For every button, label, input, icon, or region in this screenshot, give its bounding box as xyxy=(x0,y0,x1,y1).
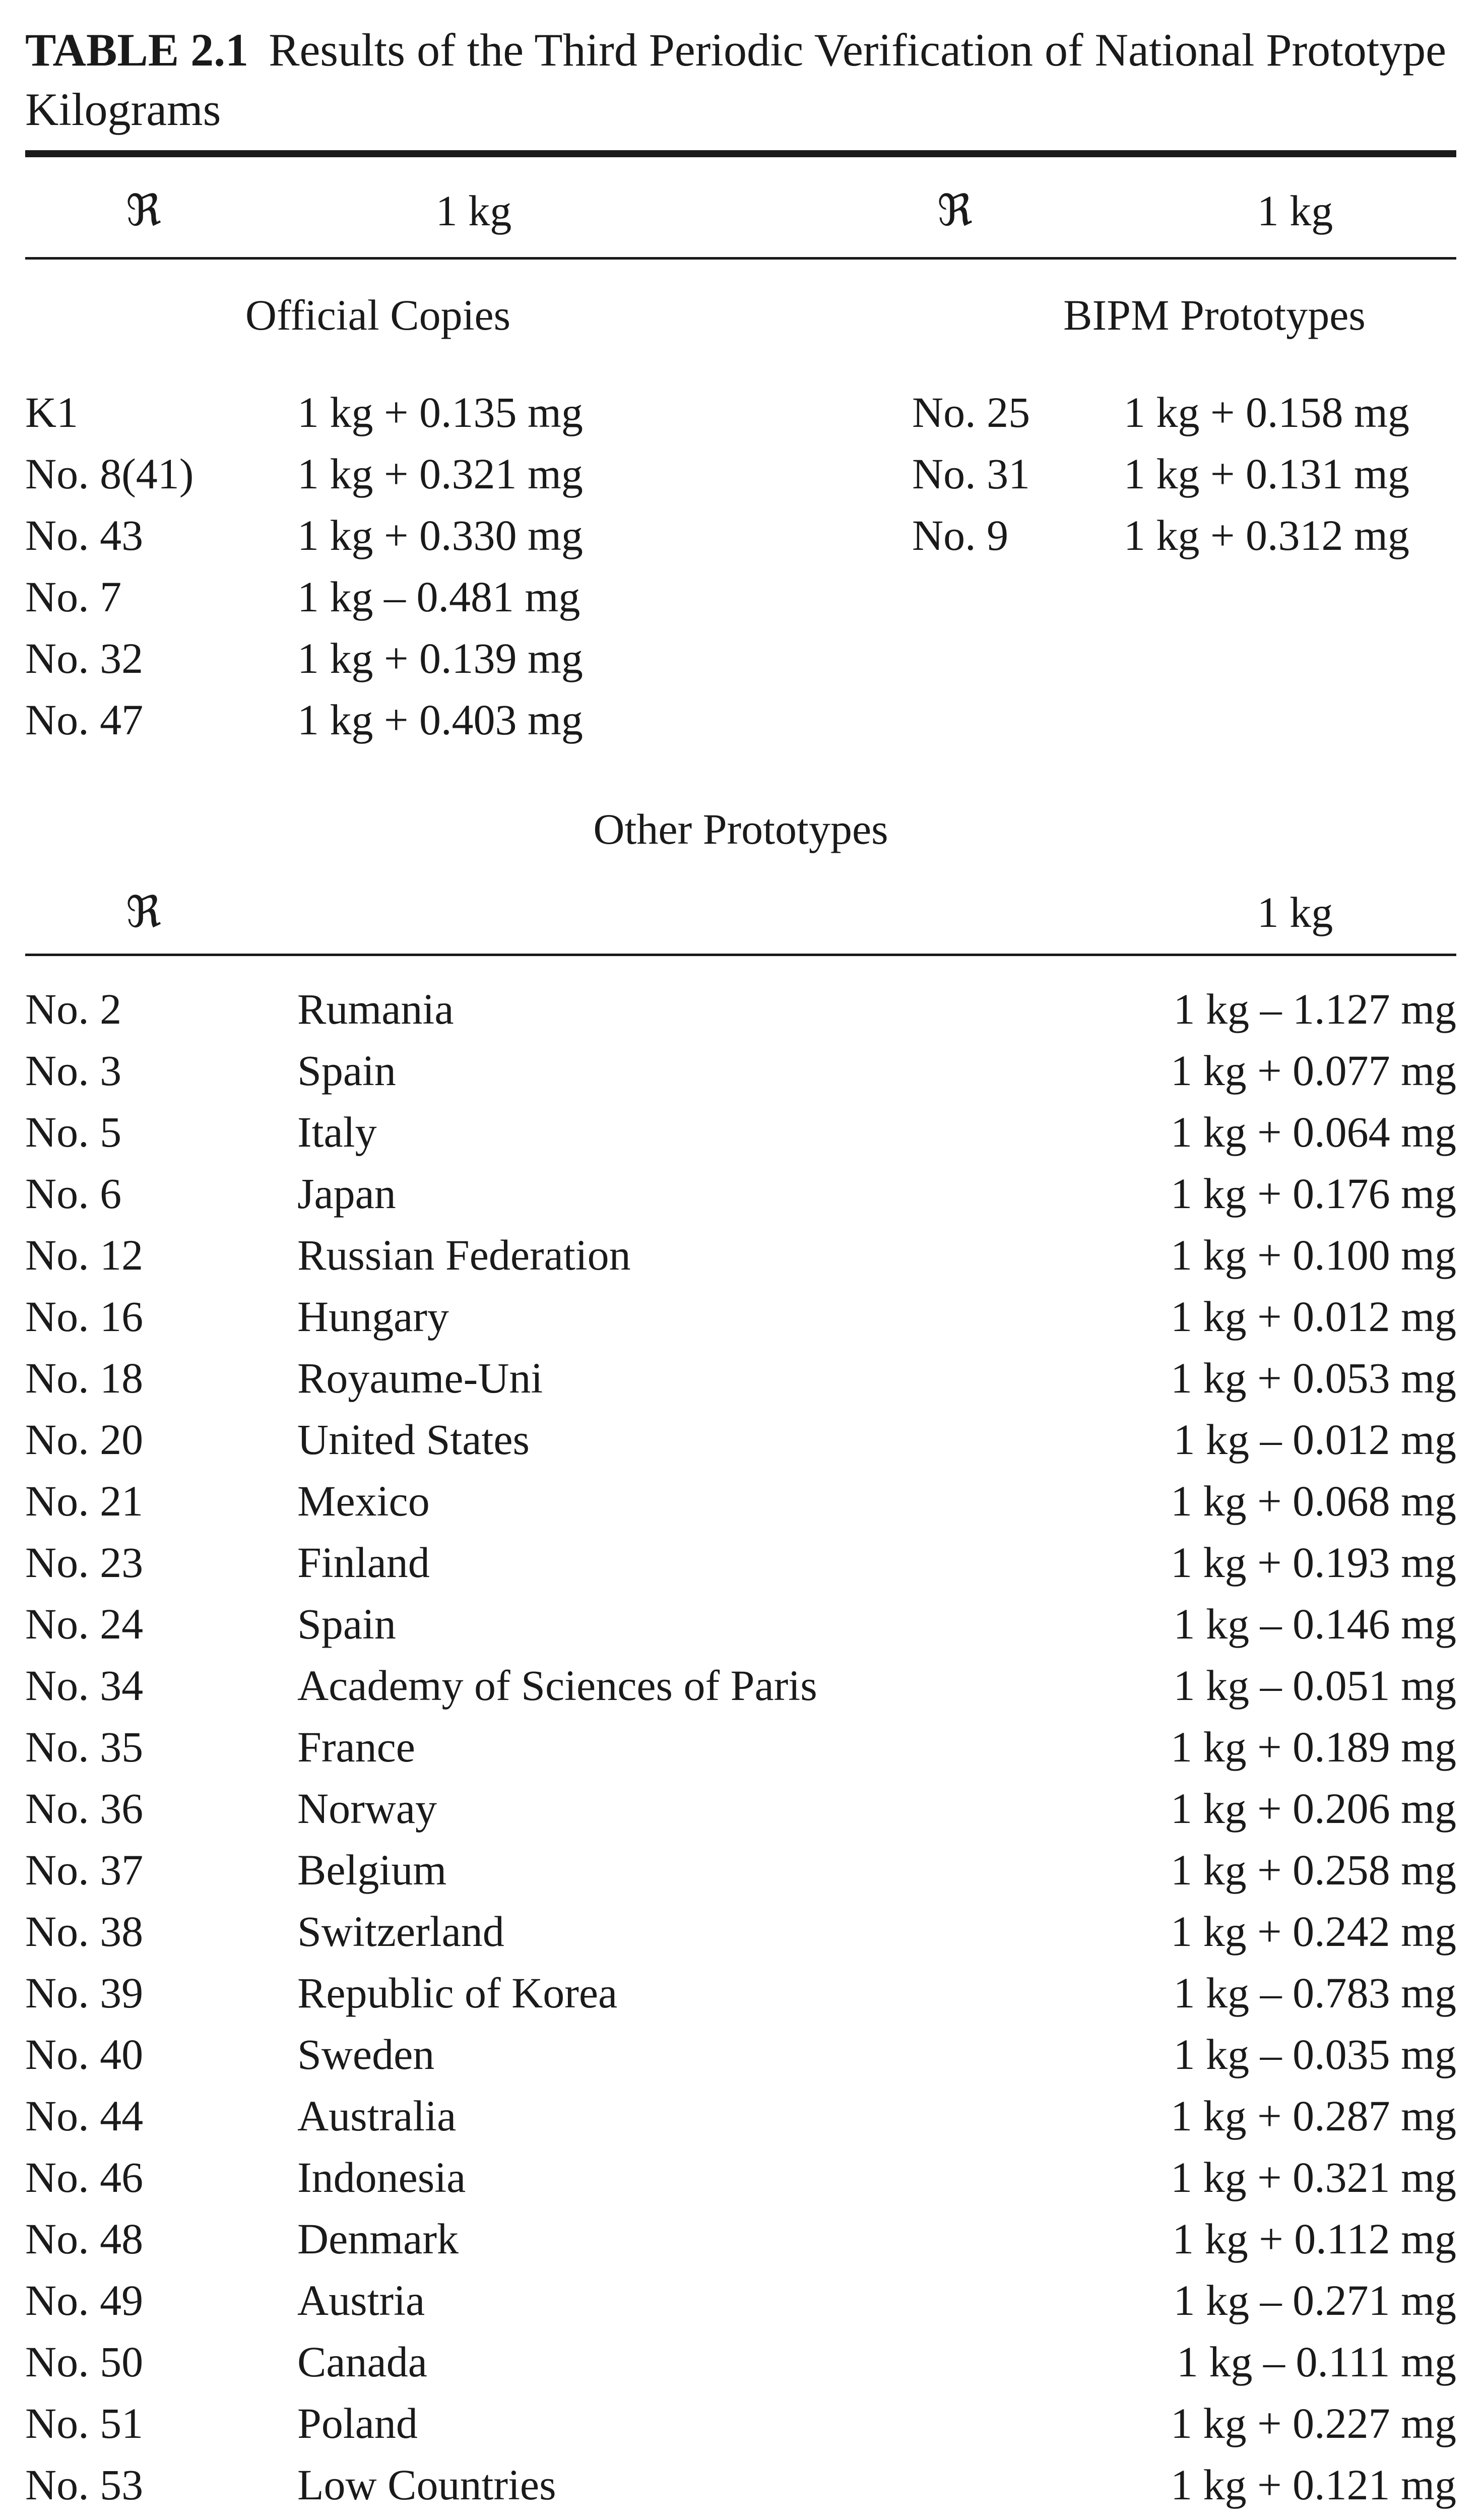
mass-value: 1 kg – 0.271 mg xyxy=(1173,2276,1456,2324)
mass-value: 1 kg + 0.131 mg xyxy=(1124,450,1409,498)
prototype-id: No. 34 xyxy=(25,1661,144,1710)
other-row xyxy=(25,1414,1456,1476)
mass-value: 1 kg + 0.139 mg xyxy=(297,634,583,682)
mass-value: 1 kg + 0.053 mg xyxy=(1171,1354,1456,1402)
prototype-id: No. 49 xyxy=(25,2276,144,2324)
mass-value: 1 kg – 0.146 mg xyxy=(1173,1600,1456,1648)
prototype-id: No. 35 xyxy=(25,1723,144,1771)
prototype-id: No. 16 xyxy=(25,1292,144,1341)
other-row xyxy=(25,1168,1456,1230)
mass-value: 1 kg – 0.783 mg xyxy=(1173,1969,1456,2017)
prototype-id: No. 50 xyxy=(25,2338,144,2386)
prototype-id: No. 24 xyxy=(25,1600,144,1648)
other-row xyxy=(25,1230,1456,1291)
country-name: Denmark xyxy=(297,2215,459,2263)
country-name: Indonesia xyxy=(297,2153,466,2201)
prototype-id: No. 20 xyxy=(25,1415,144,1464)
mass-value: 1 kg + 0.012 mg xyxy=(1171,1292,1456,1341)
mass-value: 1 kg – 1.127 mg xyxy=(1173,985,1456,1033)
other-row xyxy=(25,2214,1456,2275)
other-row xyxy=(25,1045,1456,1107)
mass-value: 1 kg + 0.176 mg xyxy=(1171,1169,1456,1218)
header-value-right: 1 kg xyxy=(1257,186,1333,235)
mass-value: 1 kg + 0.403 mg xyxy=(297,696,583,744)
mass-value: 1 kg + 0.227 mg xyxy=(1171,2399,1456,2447)
prototype-id: No. 38 xyxy=(25,1907,144,1956)
other-row xyxy=(25,1353,1456,1414)
mass-value: 1 kg – 0.051 mg xyxy=(1173,1661,1456,1710)
country-name: Belgium xyxy=(297,1846,447,1894)
mass-value: 1 kg + 0.321 mg xyxy=(297,450,583,498)
bipm-prototypes-heading: BIPM Prototypes xyxy=(1063,291,1366,339)
prototype-id: No. 48 xyxy=(25,2215,144,2263)
other-row xyxy=(25,1291,1456,1353)
prototype-id: No. 47 xyxy=(25,696,144,744)
bipm-row xyxy=(25,510,1456,572)
other-prototypes-heading: Other Prototypes xyxy=(593,805,888,853)
country-name: Rumania xyxy=(297,985,454,1033)
country-name: Norway xyxy=(297,1784,437,1833)
prototype-id: No. 51 xyxy=(25,2399,144,2447)
prototype-id: No. 53 xyxy=(25,2461,144,2509)
mass-value: 1 kg + 0.321 mg xyxy=(1171,2153,1456,2201)
country-name: Austria xyxy=(297,2276,425,2324)
other-row xyxy=(25,2091,1456,2152)
mass-value: 1 kg + 0.258 mg xyxy=(1171,1846,1456,1894)
other-header-rule xyxy=(25,954,1456,956)
mass-value: 1 kg – 0.035 mg xyxy=(1173,2030,1456,2078)
other-row xyxy=(25,1660,1456,1722)
mass-value: 1 kg – 0.111 mg xyxy=(1176,2338,1456,2386)
country-name: Poland xyxy=(297,2399,418,2447)
other-row xyxy=(25,1845,1456,1906)
prototype-id: No. 23 xyxy=(25,1538,144,1587)
prototype-id: No. 36 xyxy=(25,1784,144,1833)
mass-value: 1 kg + 0.206 mg xyxy=(1171,1784,1456,1833)
header-value-left: 1 kg xyxy=(435,186,512,235)
mass-value: 1 kg + 0.330 mg xyxy=(297,511,583,559)
prototype-id: No. 25 xyxy=(912,388,1030,436)
prototype-id: No. 12 xyxy=(25,1231,144,1279)
prototype-id: No. 2 xyxy=(25,985,122,1033)
table-caption xyxy=(25,20,1456,139)
mass-value: 1 kg + 0.193 mg xyxy=(1171,1538,1456,1587)
header-rule xyxy=(25,257,1456,260)
prototype-id: No. 3 xyxy=(25,1046,122,1095)
official-copies-heading: Official Copies xyxy=(245,291,511,339)
prototype-id: No. 9 xyxy=(912,511,1009,559)
other-row xyxy=(25,2337,1456,2398)
table-title: Results of the Third Periodic Verification of National Prototype Kilograms xyxy=(25,24,1447,135)
other-header-symbol: ℜ xyxy=(125,888,161,936)
mass-value: 1 kg – 0.012 mg xyxy=(1173,1415,1456,1464)
other-row xyxy=(25,1968,1456,2029)
mass-value: 1 kg + 0.158 mg xyxy=(1124,388,1409,436)
country-name: Spain xyxy=(297,1600,396,1648)
country-name: Royaume-Uni xyxy=(297,1354,543,1402)
header-symbol-right: ℜ xyxy=(937,186,973,235)
mass-value: 1 kg + 0.100 mg xyxy=(1171,1231,1456,1279)
other-header-value: 1 kg xyxy=(1257,888,1333,936)
official-row xyxy=(25,572,1456,633)
mass-value: 1 kg + 0.242 mg xyxy=(1171,1907,1456,1956)
mass-value: 1 kg + 0.135 mg xyxy=(297,388,583,436)
other-row xyxy=(25,984,1456,1045)
country-name: Switzerland xyxy=(297,1907,504,1956)
mass-value: 1 kg + 0.077 mg xyxy=(1171,1046,1456,1095)
prototype-id: No. 21 xyxy=(25,1477,144,1525)
prototype-id: No. 39 xyxy=(25,1969,144,2017)
prototype-id: No. 37 xyxy=(25,1846,144,1894)
other-row xyxy=(25,2152,1456,2214)
country-name: Russian Federation xyxy=(297,1231,631,1279)
prototype-id: K1 xyxy=(25,388,79,436)
country-name: Australia xyxy=(297,2092,457,2140)
mass-value: 1 kg + 0.068 mg xyxy=(1171,1477,1456,1525)
country-name: Italy xyxy=(297,1108,377,1156)
other-row xyxy=(25,2398,1456,2460)
country-name: Hungary xyxy=(297,1292,449,1341)
other-row xyxy=(25,1783,1456,1845)
mass-value: 1 kg + 0.112 mg xyxy=(1172,2215,1456,2263)
country-name: Canada xyxy=(297,2338,427,2386)
prototype-id: No. 43 xyxy=(25,511,144,559)
other-row xyxy=(25,1107,1456,1168)
country-name: Mexico xyxy=(297,1477,430,1525)
prototype-id: No. 31 xyxy=(912,450,1030,498)
mass-value: 1 kg + 0.064 mg xyxy=(1171,1108,1456,1156)
prototype-id: No. 44 xyxy=(25,2092,144,2140)
official-row xyxy=(25,695,1456,756)
other-row xyxy=(25,1906,1456,1968)
header-symbol-left: ℜ xyxy=(125,186,161,235)
prototype-id: No. 18 xyxy=(25,1354,144,1402)
other-row xyxy=(25,1537,1456,1599)
country-name: Academy of Sciences of Paris xyxy=(297,1661,817,1710)
prototype-id: No. 32 xyxy=(25,634,144,682)
other-row xyxy=(25,2029,1456,2091)
other-row xyxy=(25,2460,1456,2520)
mass-value: 1 kg + 0.121 mg xyxy=(1171,2461,1456,2509)
bipm-row xyxy=(25,449,1456,510)
country-name: Spain xyxy=(297,1046,396,1095)
prototype-id: No. 8(41) xyxy=(25,450,194,498)
other-row xyxy=(25,2275,1456,2337)
top-rule xyxy=(25,150,1456,157)
prototype-id: No. 5 xyxy=(25,1108,122,1156)
country-name: Republic of Korea xyxy=(297,1969,618,2017)
table-label: TABLE 2.1 xyxy=(25,24,249,76)
mass-value: 1 kg + 0.189 mg xyxy=(1171,1723,1456,1771)
mass-value: 1 kg + 0.287 mg xyxy=(1171,2092,1456,2140)
country-name: Low Countries xyxy=(297,2461,556,2509)
other-row xyxy=(25,1722,1456,1783)
country-name: Japan xyxy=(297,1169,396,1218)
other-row xyxy=(25,1476,1456,1537)
mass-value: 1 kg – 0.481 mg xyxy=(297,573,580,621)
country-name: Finland xyxy=(297,1538,430,1587)
country-name: France xyxy=(297,1723,415,1771)
prototype-id: No. 7 xyxy=(25,573,122,621)
other-row xyxy=(25,1599,1456,1660)
bipm-row xyxy=(25,387,1456,449)
prototype-id: No. 6 xyxy=(25,1169,122,1218)
mass-value: 1 kg + 0.312 mg xyxy=(1124,511,1409,559)
prototype-id: No. 40 xyxy=(25,2030,144,2078)
table-page xyxy=(25,20,1456,2509)
country-name: United States xyxy=(297,1415,530,1464)
official-row xyxy=(25,633,1456,695)
country-name: Sweden xyxy=(297,2030,435,2078)
prototype-id: No. 46 xyxy=(25,2153,144,2201)
